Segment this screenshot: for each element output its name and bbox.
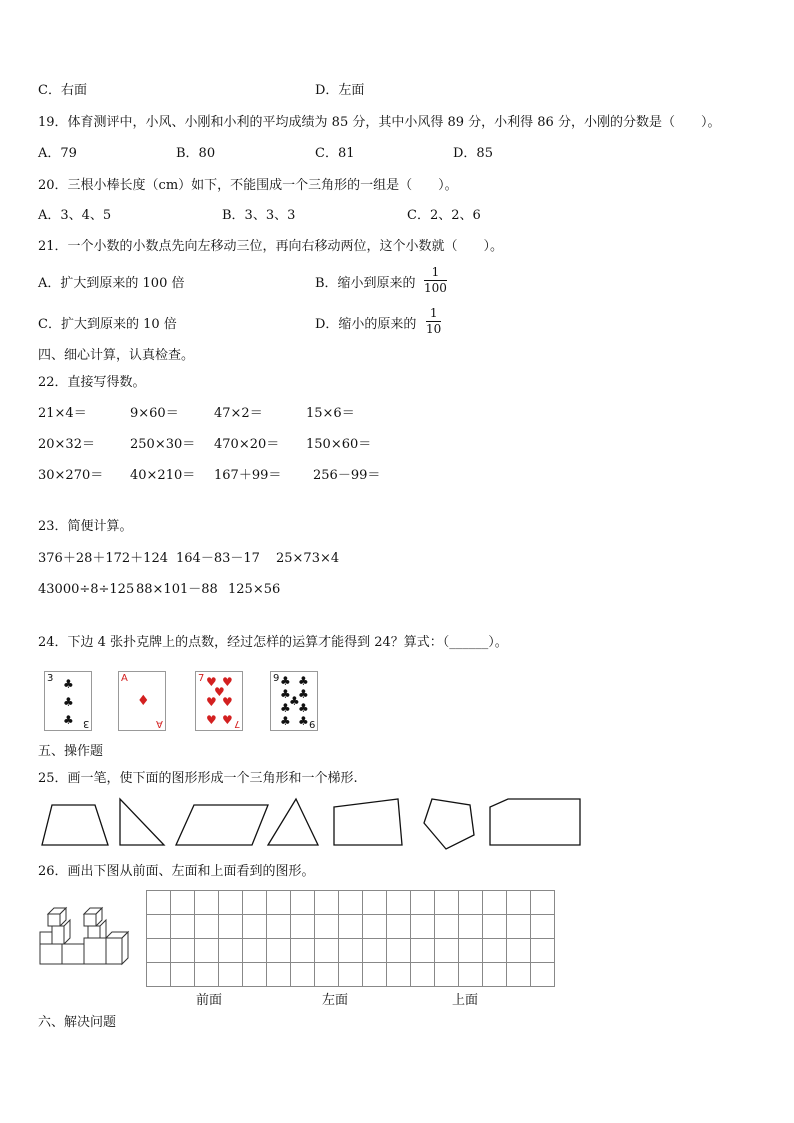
club-icon: ♣ (298, 701, 309, 715)
left-view-label: 左面 (322, 993, 349, 1008)
club-icon: ♣ (298, 687, 309, 701)
top-view-label: 上面 (452, 993, 479, 1008)
q25-shapes (0, 795, 794, 855)
heart-icon: ♥ (222, 675, 233, 689)
heart-icon: ♥ (206, 675, 217, 689)
right-triangle-shape (120, 799, 164, 845)
diamond-icon: ♦ (137, 693, 150, 709)
playing-card-9-clubs (270, 671, 318, 731)
playing-card-7-hearts (195, 671, 243, 731)
club-icon: ♣ (63, 695, 74, 709)
pentagon-shape (490, 799, 580, 845)
card-rank-inverted: 9 (308, 718, 315, 729)
quadrilateral-shape (334, 799, 402, 845)
q22-title: 22．直接写得数。 (38, 375, 146, 390)
q23-item: 376＋28＋172＋124 (38, 551, 168, 566)
q21-option-a: A．扩大到原来的 100 倍 (38, 276, 185, 291)
q22-item: 470×20＝ (214, 437, 280, 452)
cube-stack-drawing (36, 908, 136, 988)
drawing-grid (146, 890, 556, 988)
q19-option-a: A．79 (38, 146, 77, 161)
q20-option-b: B．3、3、3 (222, 208, 296, 223)
q23-item: 25×73×4 (276, 551, 340, 566)
q20-option-c: C．2、2、6 (407, 208, 481, 223)
q22-item: 167＋99＝ (214, 468, 282, 483)
fraction-numerator: 1 (431, 265, 440, 279)
q18-option-c: C．右面 (38, 83, 87, 98)
card-rank: 7 (198, 673, 205, 684)
q19-option-c: C．81 (315, 146, 355, 161)
club-icon: ♣ (63, 677, 74, 691)
card-rank: 3 (47, 673, 54, 684)
q25-text: 25．画一笔，使下面的图形形成一个三角形和一个梯形. (38, 771, 358, 786)
club-icon: ♣ (298, 714, 309, 728)
q23-item: 125×56 (228, 582, 281, 597)
q19-option-b: B．80 (176, 146, 216, 161)
q23-item: 88×101－88 (136, 582, 218, 597)
q21-option-d-fraction (426, 307, 441, 336)
q23-title: 23．简便计算。 (38, 519, 133, 534)
q22-item: 150×60＝ (306, 437, 372, 452)
fraction-numerator: 1 (429, 306, 438, 320)
q22-item: 30×270＝ (38, 468, 104, 483)
q22-item: 21×4＝ (38, 406, 87, 421)
card-rank-inverted: A (156, 718, 163, 729)
q22-item: 40×210＝ (130, 468, 196, 483)
section-6-heading: 六、解决问题 (38, 1015, 117, 1030)
q22-item: 15×6＝ (306, 406, 355, 421)
parallelogram-shape (176, 805, 268, 845)
q19-text: 19．体育测评中，小风、小刚和小利的平均成绩为 85 分，其中小风得 89 分，小利得 86 分，小刚的分数是（ ）。 (38, 115, 721, 130)
heart-icon: ♥ (222, 713, 233, 727)
heart-icon: ♥ (206, 695, 217, 709)
section-5-heading: 五、操作题 (38, 744, 104, 759)
club-icon: ♣ (280, 714, 291, 728)
trapezoid-shape (42, 805, 108, 845)
club-icon: ♣ (298, 674, 309, 688)
card-rank: A (121, 673, 128, 684)
q26-text: 26．画出下图从前面、左面和上面看到的图形。 (38, 864, 315, 879)
q22-item: 9×60＝ (130, 406, 179, 421)
fraction-denominator: 10 (426, 322, 442, 336)
q22-item: 256－99＝ (313, 468, 381, 483)
q21-text: 21．一个小数的小数点先向左移动三位，再向右移动两位，这个小数就（ ）。 (38, 239, 504, 254)
heart-icon: ♥ (214, 685, 225, 699)
fraction-denominator: 100 (424, 281, 447, 295)
pentagon-shape (424, 799, 474, 849)
club-icon: ♣ (280, 674, 291, 688)
q22-item: 250×30＝ (130, 437, 196, 452)
playing-card-ace-diamonds (118, 671, 166, 731)
club-icon: ♣ (280, 701, 291, 715)
q22-item: 47×2＝ (214, 406, 263, 421)
q20-text: 20．三根小棒长度（cm）如下，不能围成一个三角形的一组是（ ）。 (38, 178, 458, 193)
q24-text: 24．下边 4 张扑克牌上的点数，经过怎样的运算才能得到 24？算式：（______）。 (38, 635, 508, 650)
q21-option-c: C．扩大到原来的 10 倍 (38, 317, 177, 332)
q18-option-d: D．左面 (315, 83, 365, 98)
playing-card-3-clubs (44, 671, 92, 731)
q20-option-a: A．3、4、5 (38, 208, 112, 223)
q21-option-b: B．缩小到原来的 (315, 276, 416, 291)
q23-item: 164－83－17 (176, 551, 260, 566)
club-icon: ♣ (63, 713, 74, 727)
q23-item: 43000÷8÷125 (38, 582, 135, 597)
q22-item: 20×32＝ (38, 437, 95, 452)
section-4-heading: 四、细心计算，认真检查。 (38, 348, 195, 363)
card-rank: 9 (273, 673, 280, 684)
heart-icon: ♥ (222, 695, 233, 709)
q19-option-d: D．85 (453, 146, 493, 161)
q21-option-d: D．缩小的原来的 (315, 317, 417, 332)
club-icon: ♣ (289, 694, 300, 708)
q21-option-b-fraction (424, 266, 447, 295)
card-rank-inverted: 7 (233, 718, 240, 729)
card-rank-inverted: 3 (82, 718, 89, 729)
heart-icon: ♥ (206, 713, 217, 727)
club-icon: ♣ (280, 687, 291, 701)
front-view-label: 前面 (196, 993, 223, 1008)
triangle-shape (268, 799, 318, 845)
